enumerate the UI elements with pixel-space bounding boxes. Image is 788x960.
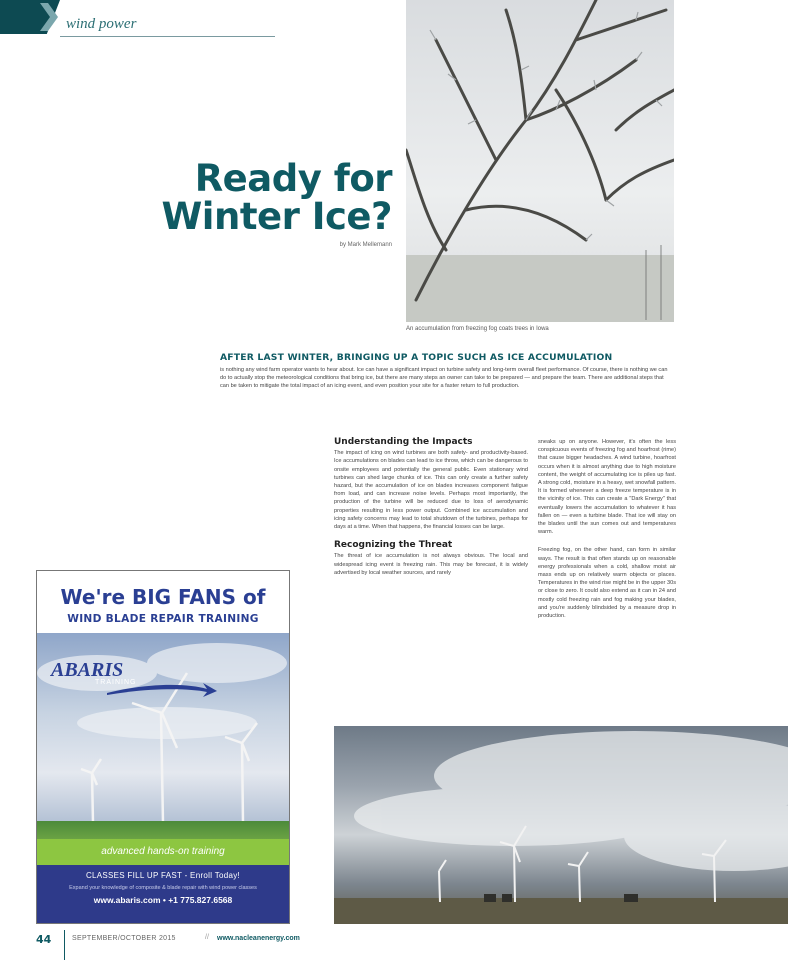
ad-headline: We're BIG FANS of xyxy=(60,585,266,609)
article-title xyxy=(120,157,392,238)
wind-farm-fog-photo xyxy=(334,726,788,924)
abaris-logo-sub: TRAINING xyxy=(95,679,137,686)
wind-farm-image xyxy=(334,726,788,924)
subhead-impacts: Understanding the Impacts xyxy=(334,437,473,447)
ad-web-link[interactable]: www.abaris.com • +1 775.827.6568 xyxy=(93,895,233,905)
hero-caption: An accumulation from freezing fog coats trees in Iowa xyxy=(406,326,549,332)
paragraph: Freezing fog, on the other hand, can form in similar ways. The result is that often stands up on reasonable energy professionals when a cold, shallow moist air mass ends up on relatively warm objects or places. Temperatures in the wind rise might be in the upper 30s or close to zero. It could also extend as it can in 24 and mostly cold freezing rain and fog making your blades, and you're suddenly blindsided by a measure drop in production. xyxy=(538,547,676,620)
footer-separator: // xyxy=(205,934,209,941)
article-column-2 xyxy=(538,438,676,630)
issue-date: SEPTEMBER/OCTOBER 2015 xyxy=(72,935,176,942)
hero-photo xyxy=(406,0,674,322)
ad-classes: CLASSES FILL UP FAST - Enroll Today! xyxy=(85,871,241,880)
ad-contact: Expand your knowledge of composite & blade repair with wind power classes xyxy=(69,885,257,891)
ad-tagline: advanced hands-on training xyxy=(37,839,289,865)
chevron-icon xyxy=(40,3,62,31)
footer-divider xyxy=(64,930,65,960)
title-line-1: Ready for xyxy=(194,157,392,200)
paragraph: The threat of ice accumulation is not always obvious. The local and widespread icing event is freezing rain. This may be forecast, it is widely advertised by local weather sources, and rarely xyxy=(334,553,528,576)
page-number: 44 xyxy=(36,933,52,946)
ad-info-panel xyxy=(37,865,289,923)
lede-heading: AFTER LAST WINTER, BRINGING UP A TOPIC SUCH AS ICE ACCUMULATION xyxy=(220,352,613,363)
abaris-logo: ABARIS xyxy=(51,659,124,681)
abaris-advertisement[interactable] xyxy=(36,570,290,924)
header-rule xyxy=(60,36,275,37)
frosted-branches-image xyxy=(406,0,674,322)
title-line-2: Winter Ice? xyxy=(161,195,392,238)
ad-subhead: WIND BLADE REPAIR TRAINING xyxy=(67,613,259,625)
article-column-1 xyxy=(334,438,528,587)
paragraph: sneaks up on anyone. However, it's often the less conspicuous events of freezing fog and hoarfrost (rime) that cause bigger headaches. A wind turbine, hoarfrost occurs when it is almost anything due to high moisture content, the weight of accumulating ice is piles up fast. A strong cold, moisture in a heavy, wet snowfall pattern. It is formed whenever a deep freeze temperature is in the vicinity of ice. This can create a "Dark Energy" that eventually lowers the accumulation to whatever it has fallen on — even a turbine blade. That ice will stay on the blades until the sun comes out and temperatures warm. xyxy=(538,439,676,536)
lede-body: is nothing any wind farm operator wants to hear about. Ice can have a significant impact on turbine safety and long-term overall fleet performance. Of course, there is nothing we can do to actually stop the meteorological conditions that bring ice, but there are many steps an owner can take to be prepared — and prepare the team. There are additional steps that can be taken to mitigate the total impact of an icing event, and even position your site for a faster return to full production. xyxy=(220,367,668,390)
byline: by Mark Mellemann xyxy=(339,242,392,248)
section-label: wind power xyxy=(66,16,137,32)
website-link[interactable]: www.nacleanenergy.com xyxy=(217,935,300,942)
paragraph: The impact of icing on wind turbines are both safety- and productivity-based. Ice accumulations on blades can lead to ice throw, which can be dangerous to onsite employees and potentially the general public. Even stationary wind turbines can shed large chunks of ice. This can only create a further safety hazard, but the accumulation of ice on blades increases component fatigue from load, and can increase noise levels. Perhaps most importantly, the production of the turbine will be reduced due to loss of aerodynamic properties resulting in less power output. Combined ice accumulation and icing safety concerns may lead to total shutdown of the turbines, perhaps for days at a time. When that happens, the financial losses can be large. xyxy=(334,450,528,531)
subhead-threat: Recognizing the Threat xyxy=(334,540,453,551)
